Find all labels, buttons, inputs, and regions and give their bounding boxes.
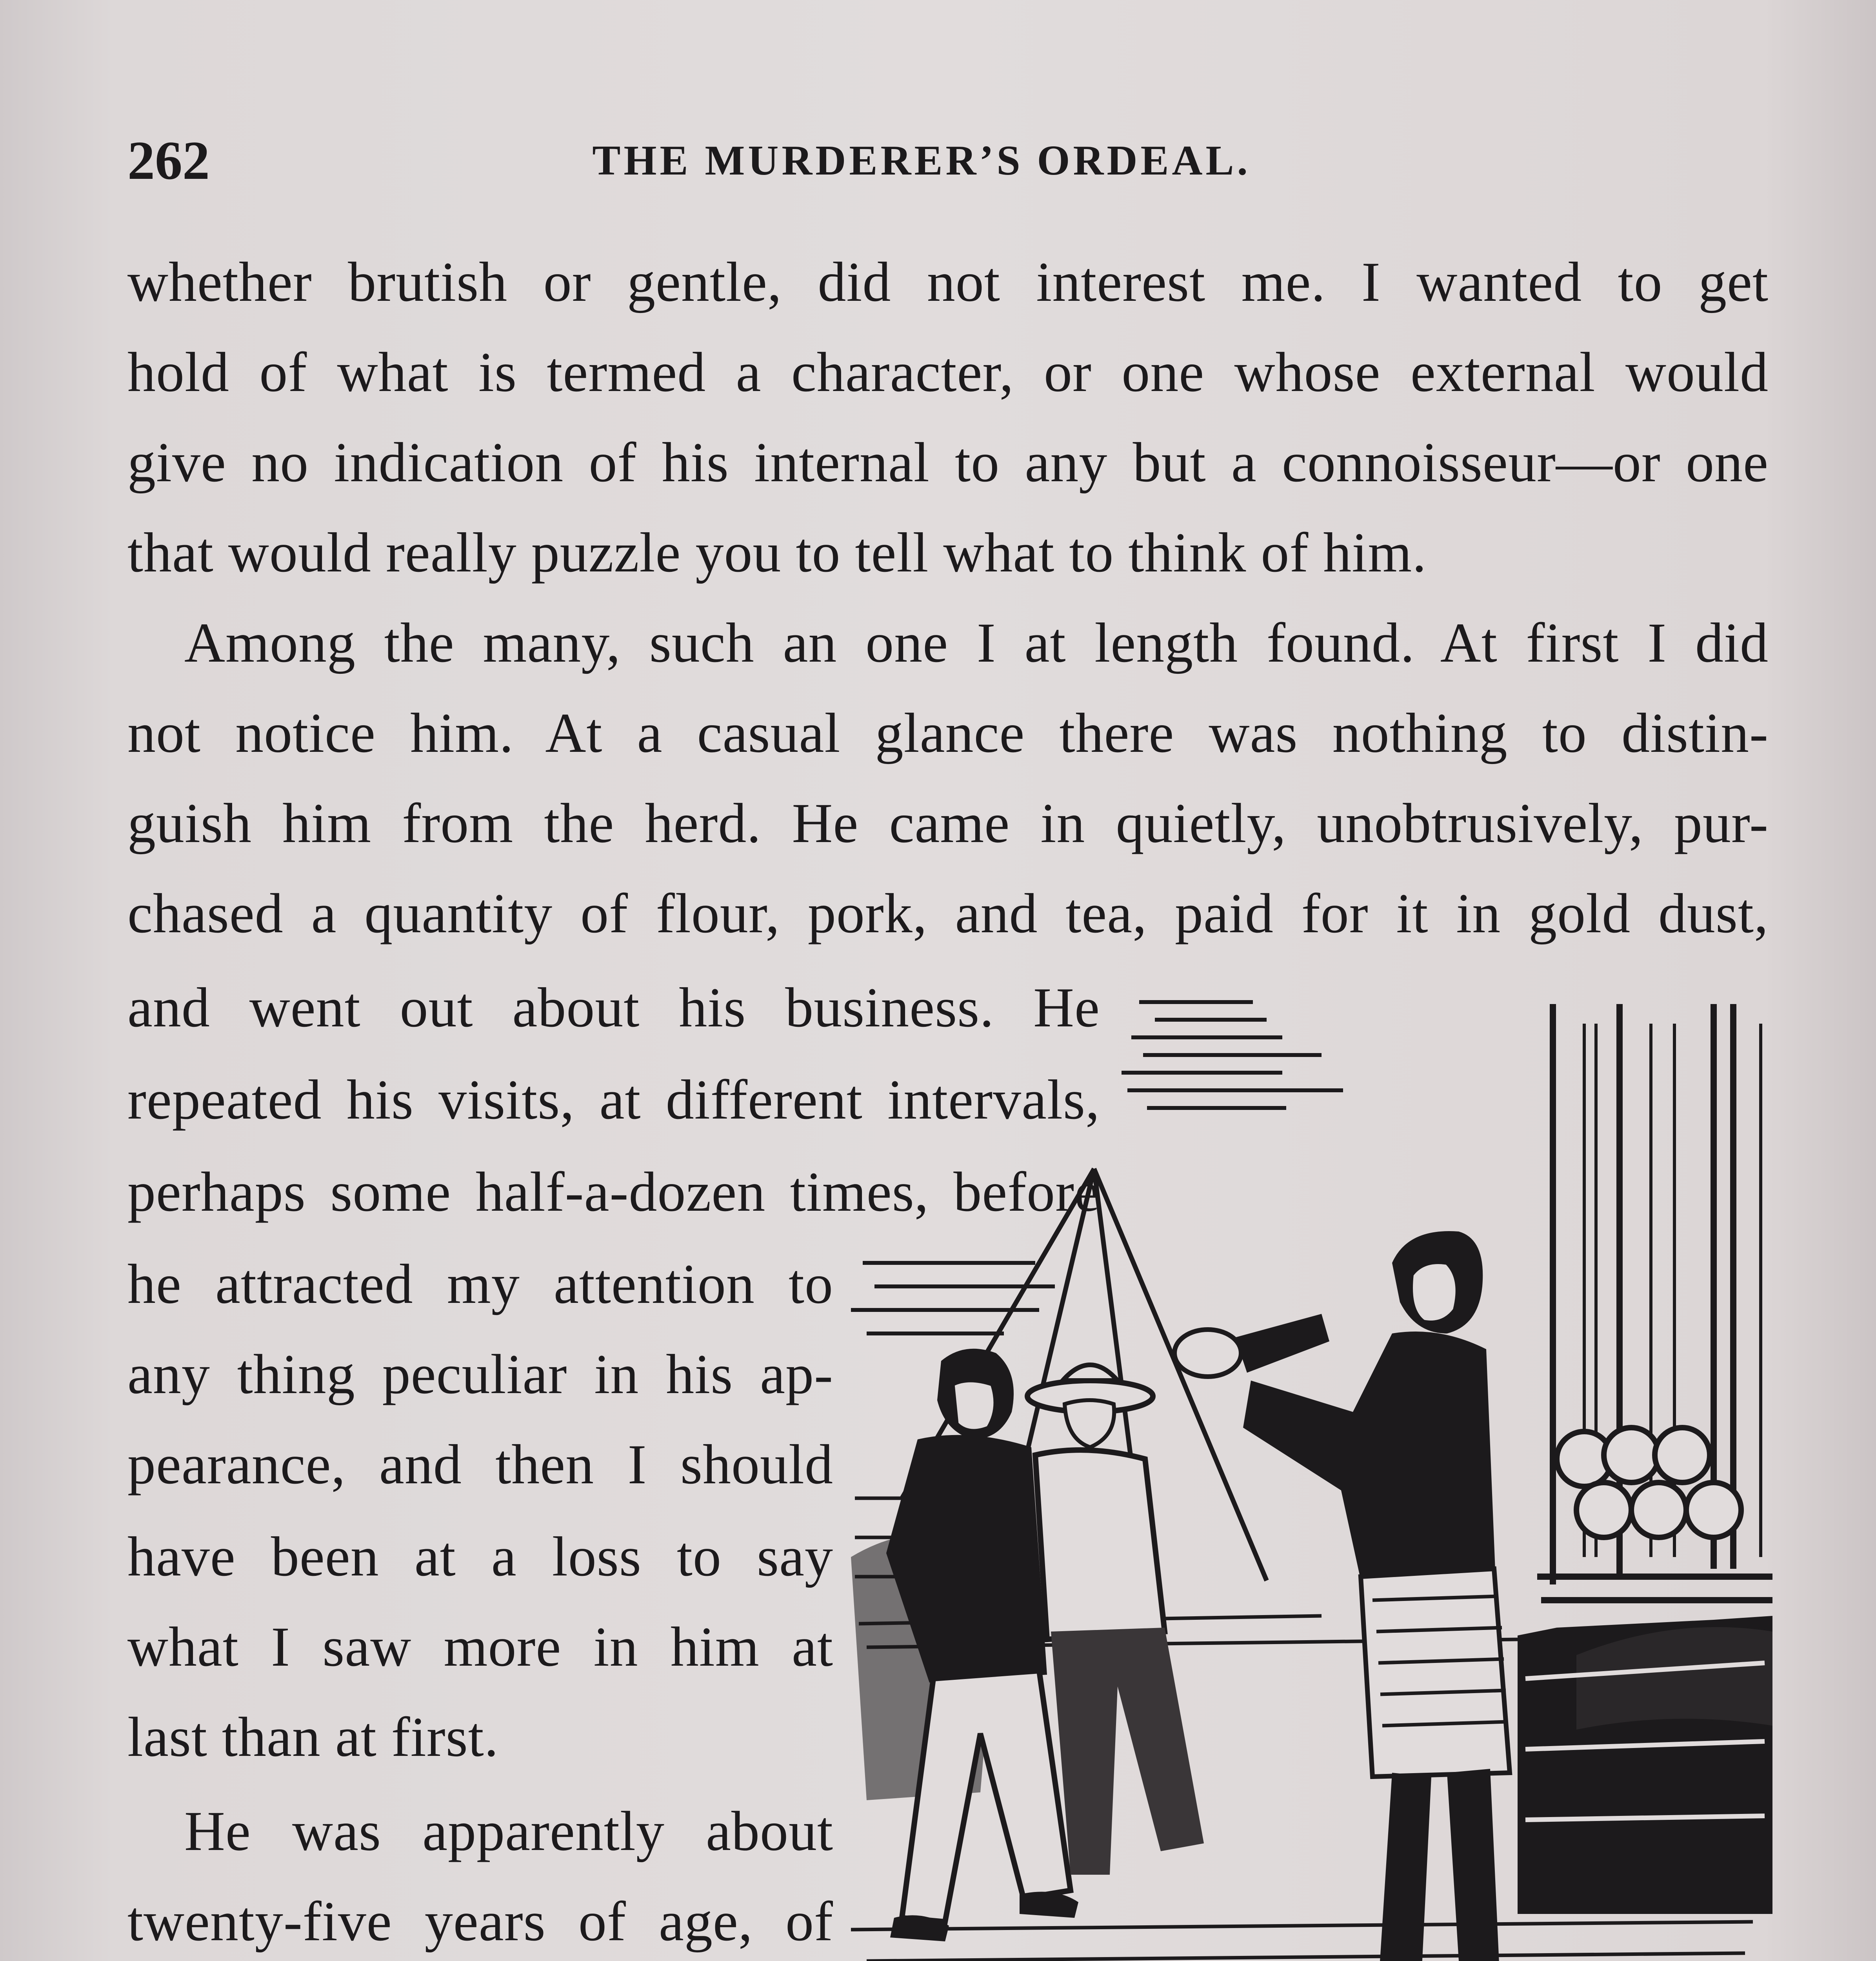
text-line: pearance, and then I should: [127, 1433, 833, 1496]
engraving-illustration: [851, 988, 1776, 1961]
text-line: that would really puzzle you to tell what to think of him.: [127, 522, 1427, 584]
running-title: THE MURDERER’S ORDEAL.: [592, 137, 1251, 184]
text-line: he attracted my attention to: [127, 1253, 833, 1315]
text-line: repeated his visits, at different intervals,: [127, 1069, 1100, 1131]
text-line: and went out about his business. He: [127, 977, 1100, 1039]
text-line: not notice him. At a casual glance there was nothing to distin-: [127, 702, 1769, 764]
text-line: give no indication of his internal to any but a connoisseur—or one: [127, 431, 1769, 494]
text-line: chased a quantity of flour, pork, and tea, paid for it in gold dust,: [127, 882, 1769, 945]
text-line: have been at a loss to say: [127, 1526, 833, 1588]
text-line: He was apparently about: [184, 1800, 833, 1863]
text-line: any thing peculiar in his ap-: [127, 1343, 833, 1406]
man-with-egg-figure: [1174, 1231, 1510, 1961]
text-line: twenty-five years of age, of: [127, 1890, 833, 1953]
text-line: last than at first.: [127, 1706, 499, 1768]
text-line: whether brutish or gentle, did not interest me. I wanted to get: [127, 251, 1769, 313]
text-line: hold of what is termed a character, or one whose external would: [127, 341, 1769, 404]
text-line: Among the many, such an one I at length found. At first I did: [184, 612, 1769, 674]
page-number: 262: [127, 130, 210, 191]
text-line: perhaps some half-a-dozen times, before: [127, 1161, 1100, 1223]
text-line: what I saw more in him at: [127, 1616, 833, 1678]
text-line: guish him from the herd. He came in quietly, unobtrusively, pur-: [127, 792, 1769, 855]
